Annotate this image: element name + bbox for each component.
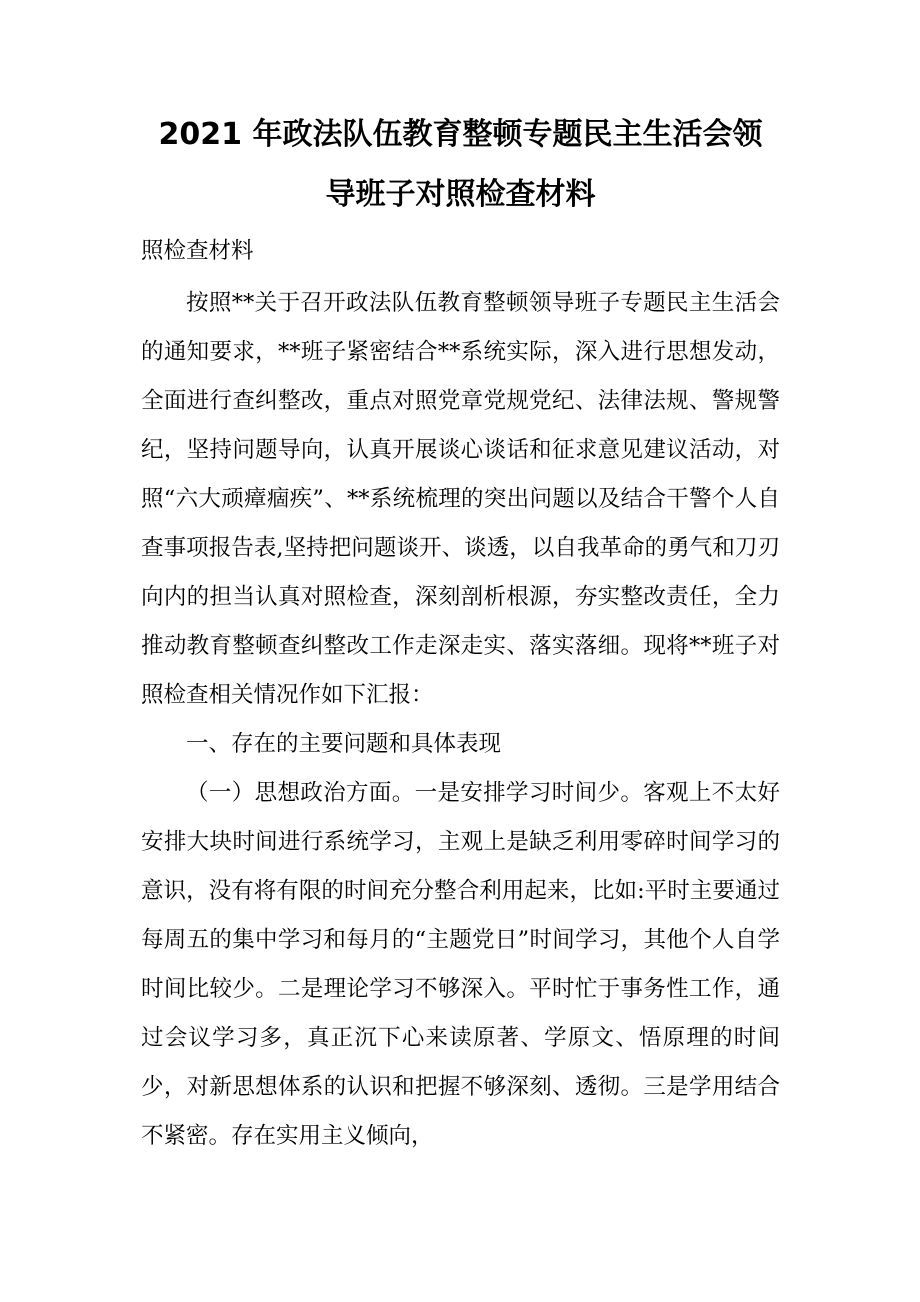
section-heading-1: 一、存在的主要问题和具体表现 (186, 731, 502, 757)
document-title (141, 105, 780, 225)
paragraph-intro: 按照**关于召开政法队伍教育整顿领导班子专题民主生活会的通知要求，**班子紧密结合**系统实际，深入进行思想发动，全面进行查纠整改，重点对照党章党规党纪、法律法规、警规警纪，坚持问题导向，认真开展谈心谈话和征求意见建议活动，对照“六大顽瘴痼疾”、**系统梳理的突出问题以及结合干警个人自查事项报告表,坚持把问题谈开、谈透，以自我革命的勇气和刀刃向内的担当认真对照检查，深刻剖析根源，夯实整改责任，全力推动教育整顿查纠整改工作走深走实、落实落细。现将**班子对照检查相关情况作如下汇报： (141, 290, 780, 708)
title-line-1: 2021 年政法队伍教育整顿专题民主生活会领 (158, 117, 763, 152)
document-subtitle: 照检查材料 (141, 238, 254, 264)
paragraph-ideology: （一）思想政治方面。一是安排学习时间少。客观上不太好安排大块时间进行系统学习，主观上是缺乏利用零碎时间学习的意识，没有将有限的时间充分整合利用起来，比如:平时主要通过每周五的集中学习和每月的“主题党日”时间学习，其他个人自学时间比较少。二是理论学习不够深入。平时忙于事务性工作，通过会议学习多，真正沉下心来读原著、学原文、悟原理的时间少，对新思想体系的认识和把握不够深刻、透彻。三是学用结合不紧密。存在实用主义倾向， (141, 780, 780, 1149)
title-line-2: 导班子对照检查材料 (325, 177, 596, 212)
